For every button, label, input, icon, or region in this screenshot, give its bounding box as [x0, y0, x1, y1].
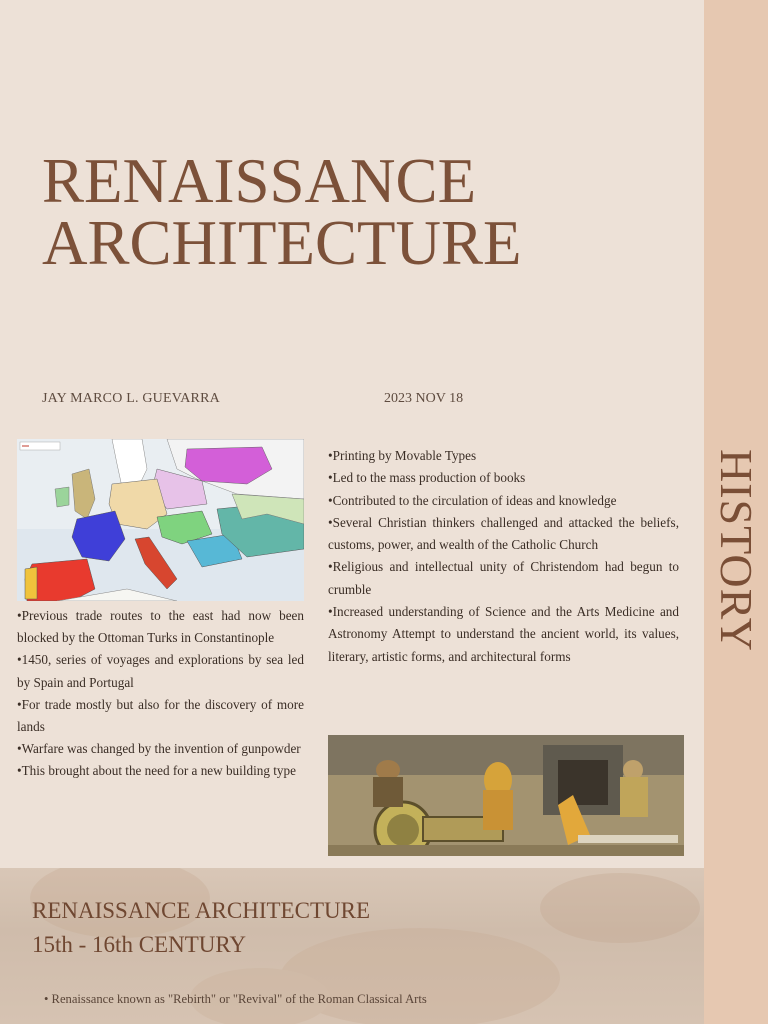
left-bullet-2: •1450, series of voyages and explorations by sea led by Spain and Portugal [17, 652, 304, 690]
left-bullet-3: •For trade mostly but also for the discovery of more lands [17, 696, 304, 735]
footer-banner [0, 868, 704, 1024]
page-title [42, 146, 662, 278]
right-bullet-4: •Several Christian thinkers challenged and attacked the beliefs, customs, power, and wealth of the Catholic Church [328, 514, 679, 553]
left-bullet-4: •Warfare was changed by the invention of gunpowder [17, 741, 301, 757]
banner-note: • Renaissance known as "Rebirth" or "Revival" of the Roman Classical Arts [44, 992, 427, 1006]
author-name: JAY MARCO L. GUEVARRA [42, 391, 220, 406]
left-bullet-list [17, 605, 304, 783]
title-line-1: RENAISSANCE [42, 146, 477, 216]
side-label [704, 430, 768, 670]
banner-subtitle: 15th - 16th CENTURY [32, 932, 247, 957]
publish-date: 2023 NOV 18 [384, 391, 464, 406]
right-bullet-1: •Printing by Movable Types [328, 448, 477, 463]
right-bullet-6: •Increased understanding of Science and the Arts Medicine and Astronomy Attempt to understand the ancient world, its values, literary, artistic forms, and architectural forms [328, 604, 679, 664]
europe-map-image [17, 439, 304, 601]
banner-title: RENAISSANCE ARCHITECTURE [32, 898, 370, 923]
title-line-2: ARCHITECTURE [42, 208, 522, 278]
right-bullet-3: •Contributed to the circulation of ideas and knowledge [328, 492, 617, 508]
left-bullet-5: •This brought about the need for a new building type [17, 763, 296, 779]
workshop-engraving-image [328, 735, 684, 856]
side-label-text: HISTORY [710, 448, 762, 652]
left-bullet-1: •Previous trade routes to the east had now been blocked by the Ottoman Turks in Constantinople [17, 608, 304, 646]
right-bullet-2: •Led to the mass production of books [328, 470, 526, 486]
right-bullet-list [328, 445, 679, 668]
right-bullet-5: •Religious and intellectual unity of Christendom had begun to crumble [328, 559, 679, 597]
